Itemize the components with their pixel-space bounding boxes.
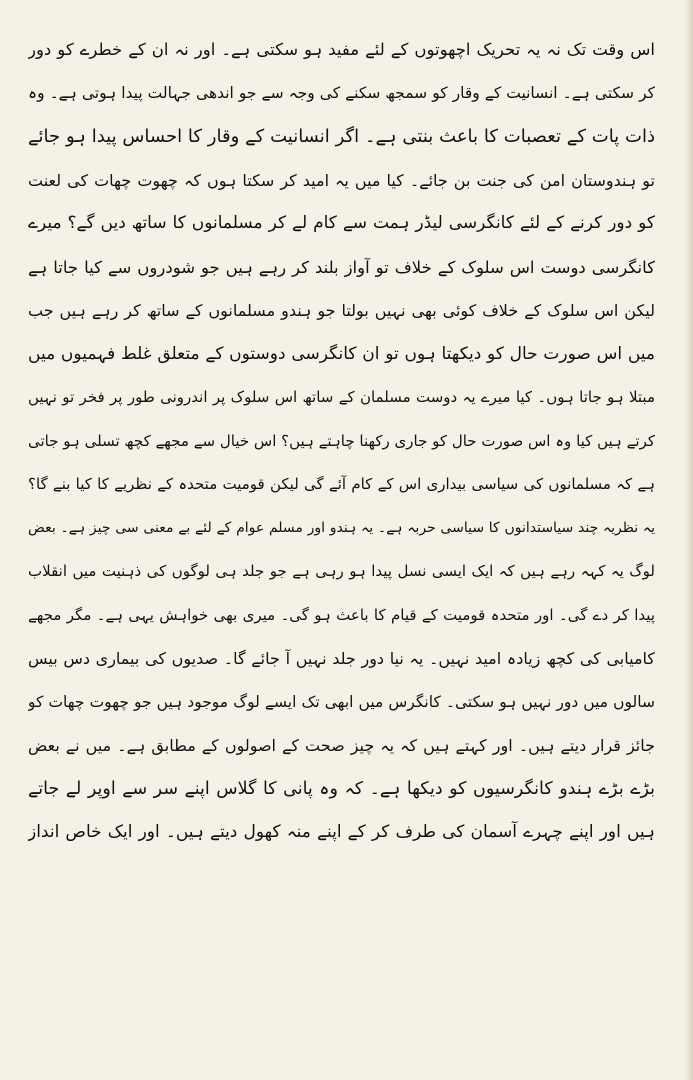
text-line: کانگرسی دوست اس سلوک کے خلاف تو آواز بلند کر رہے ہیں جو شودروں سے کیا جاتا ہے	[28, 257, 655, 277]
text-line: ذات پات کے تعصبات کا باعث بنتی ہے۔ اگر انسانیت کے وقار کا احساس پیدا ہو جائے	[28, 126, 655, 147]
text-line: پیدا کر دے گی۔ اور متحدہ قومیت کے قیام کا باعث ہو گی۔ میری بھی خواہش یہی ہے۔ مگر مجھے	[28, 605, 655, 624]
text-line: کرتے ہیں کیا وہ اس صورت حال کو جاری رکھنا چاہتے ہیں؟ اس خیال سے مجھے کچھ تسلی ہو جاتی	[28, 431, 655, 450]
text-line: لوگ یہ کہہ رہے ہیں کہ ایک ایسی نسل پیدا ہو رہی ہے جو جلد ہی لوگوں کی ذہنیت میں انقلاب	[28, 562, 655, 580]
text-line: اس وقت تک نہ یہ تحریک اچھوتوں کے لئے مفید ہو سکتی ہے۔ اور نہ ان کے خطرے کو دور	[28, 40, 655, 59]
text-line: مبتلا ہو جاتا ہوں۔ کیا میرے یہ دوست مسلمان کے ساتھ اس سلوک پر اندرونی طور پر فخر تو نہیں	[28, 388, 655, 406]
text-line: جائز قرار دیتے ہیں۔ اور کہتے ہیں کہ یہ چیز صحت کے اصولوں کے مطابق ہے۔ میں نے بعض	[28, 736, 655, 755]
page-edge-shadow	[685, 0, 693, 1080]
text-line: لیکن اس سلوک کے خلاف کوئی بھی نہیں بولتا جو ہندو مسلمانوں کے ساتھ کر رہے ہیں جب	[28, 301, 655, 320]
body-text	[28, 28, 655, 855]
text-line: بڑے بڑے ہندو کانگرسیوں کو دیکھا ہے۔ کہ وہ پانی کا گلاس اپنے سر سے اوپر لے جاتے	[28, 778, 655, 799]
text-line: سالوں میں دور نہیں ہو سکتی۔ کانگرس میں ابھی تک ایسے لوگ موجود ہیں جو چھوت چھات کو	[28, 692, 655, 711]
text-line: ہے کہ مسلمانوں کی سیاسی بیداری اس کے کام آئے گی لیکن قومیت متحدہ کے نظریے کا کیا بنے گا؟	[28, 475, 655, 493]
text-line: تو ہندوستان امن کی جنت بن جائے۔ کیا میں یہ امید کر سکتا ہوں کہ چھوت چھات کی لعنت	[28, 170, 655, 190]
text-line: کر سکتی ہے۔ انسانیت کے وقار کو سمجھ سکنے کی وجہ سے جو اندھی جہالت پیدا ہوتی ہے۔ وہ	[28, 83, 655, 102]
text-line: ہیں اور اپنے چہرے آسمان کی طرف کر کے اپنے منہ کھول دیتے ہیں۔ اور ایک خاص انداز	[28, 822, 655, 842]
text-line: کامیابی کی کچھ زیادہ امید نہیں۔ یہ نیا دور جلد نہیں آ جائے گا۔ صدیوں کی بیماری دس بیس	[28, 649, 655, 668]
text-line: کو دور کرنے کے لئے کانگرسی لیڈر ہمت سے کام لے کر مسلمانوں کا ساتھ دیں گے؟ میرے	[28, 213, 655, 233]
text-line: میں اس صورت حال کو دیکھتا ہوں تو ان کانگرسی دوستوں کے متعلق غلط فہمیوں میں	[28, 343, 655, 364]
text-line: یہ نظریہ چند سیاستدانوں کا سیاسی حربہ ہے۔ یہ ہندو اور مسلم عوام کے لئے بے معنی سی چیز ہے۔ بعض	[28, 519, 655, 536]
